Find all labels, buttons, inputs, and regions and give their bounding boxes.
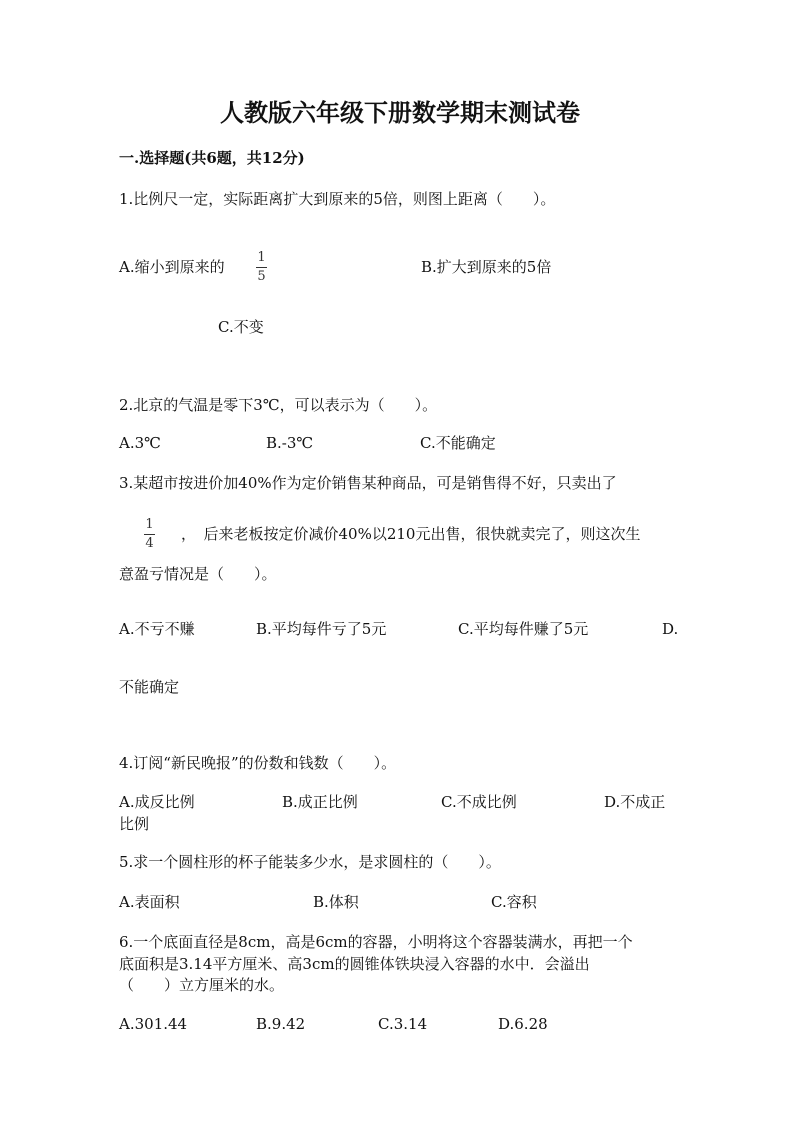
question-1-stem: 1.比例尺一定，实际距离扩大到原来的5倍，则图上距离（ ）。 xyxy=(119,190,556,208)
page-title: 人教版六年级下册数学期末测试卷 xyxy=(220,98,580,127)
question-5-option-b: B.体积 xyxy=(313,893,359,911)
question-2-option-c: C.不能确定 xyxy=(420,434,496,452)
question-6-option-a: A.301.44 xyxy=(119,1015,188,1033)
question-3-stem-line-1: 3.某超市按进价加40%作为定价销售某种商品，可是销售得不好，只卖出了 xyxy=(119,474,617,492)
fraction-denominator: 5 xyxy=(257,269,266,284)
question-4-stem: 4.订阅“新民晚报”的份数和钱数（ ）。 xyxy=(119,754,397,772)
question-3-option-d-text: 不能确定 xyxy=(119,678,180,696)
question-3-stem-line-2: ， 后来老板按定价减价40%以210元出售，很快就卖完了，则这次生 xyxy=(181,525,641,543)
question-4-option-b: B.成正比例 xyxy=(282,793,358,811)
question-6-option-c: C.3.14 xyxy=(378,1015,428,1033)
question-4-option-d-text: 比例 xyxy=(119,815,150,833)
question-3-stem-line-3: 意盈亏情况是（ ）。 xyxy=(119,565,277,583)
question-5-stem: 5.求一个圆柱形的杯子能装多少水，是求圆柱的（ ）。 xyxy=(119,853,501,871)
question-1-option-a-fraction xyxy=(256,251,267,284)
question-3-option-d-label: D. xyxy=(662,620,679,638)
question-6-option-b: B.9.42 xyxy=(256,1015,306,1033)
fraction-bar xyxy=(144,534,155,535)
question-6-option-d: D.6.28 xyxy=(498,1015,548,1033)
question-5-option-a: A.表面积 xyxy=(119,893,180,911)
question-1-option-c: C.不变 xyxy=(218,318,264,336)
question-4-option-c: C.不成比例 xyxy=(441,793,517,811)
question-6-stem-line-1: 6.一个底面直径是8cm，高是6cm的容器，小明将这个容器装满水，再把一个 xyxy=(119,933,633,951)
question-3-fraction xyxy=(144,518,155,551)
fraction-numerator: 1 xyxy=(257,250,266,265)
fraction-numerator: 1 xyxy=(145,517,154,532)
question-2-option-a: A.3℃ xyxy=(119,434,161,452)
question-4-option-a: A.成反比例 xyxy=(119,793,195,811)
question-3-option-c: C.平均每件赚了5元 xyxy=(458,620,589,638)
question-5-option-c: C.容积 xyxy=(491,893,537,911)
question-1-option-a: A.缩小到原来的 xyxy=(119,258,225,276)
fraction-denominator: 4 xyxy=(145,536,154,551)
section-heading: 一.选择题(共6题，共12分) xyxy=(119,149,305,167)
question-3-option-a: A.不亏不赚 xyxy=(119,620,195,638)
question-4-option-d-label: D.不成正 xyxy=(604,793,666,811)
question-3-option-b: B.平均每件亏了5元 xyxy=(256,620,387,638)
question-2-stem: 2.北京的气温是零下3℃，可以表示为（ ）。 xyxy=(119,396,438,414)
question-1-option-b: B.扩大到原来的5倍 xyxy=(421,258,552,276)
question-2-option-b: B.-3℃ xyxy=(266,434,314,452)
question-6-stem-line-3: （ ）立方厘米的水。 xyxy=(119,976,285,994)
question-6-stem-line-2: 底面积是3.14平方厘米、高3cm的圆锥体铁块浸入容器的水中．会溢出 xyxy=(119,955,590,973)
fraction-bar xyxy=(256,267,267,268)
